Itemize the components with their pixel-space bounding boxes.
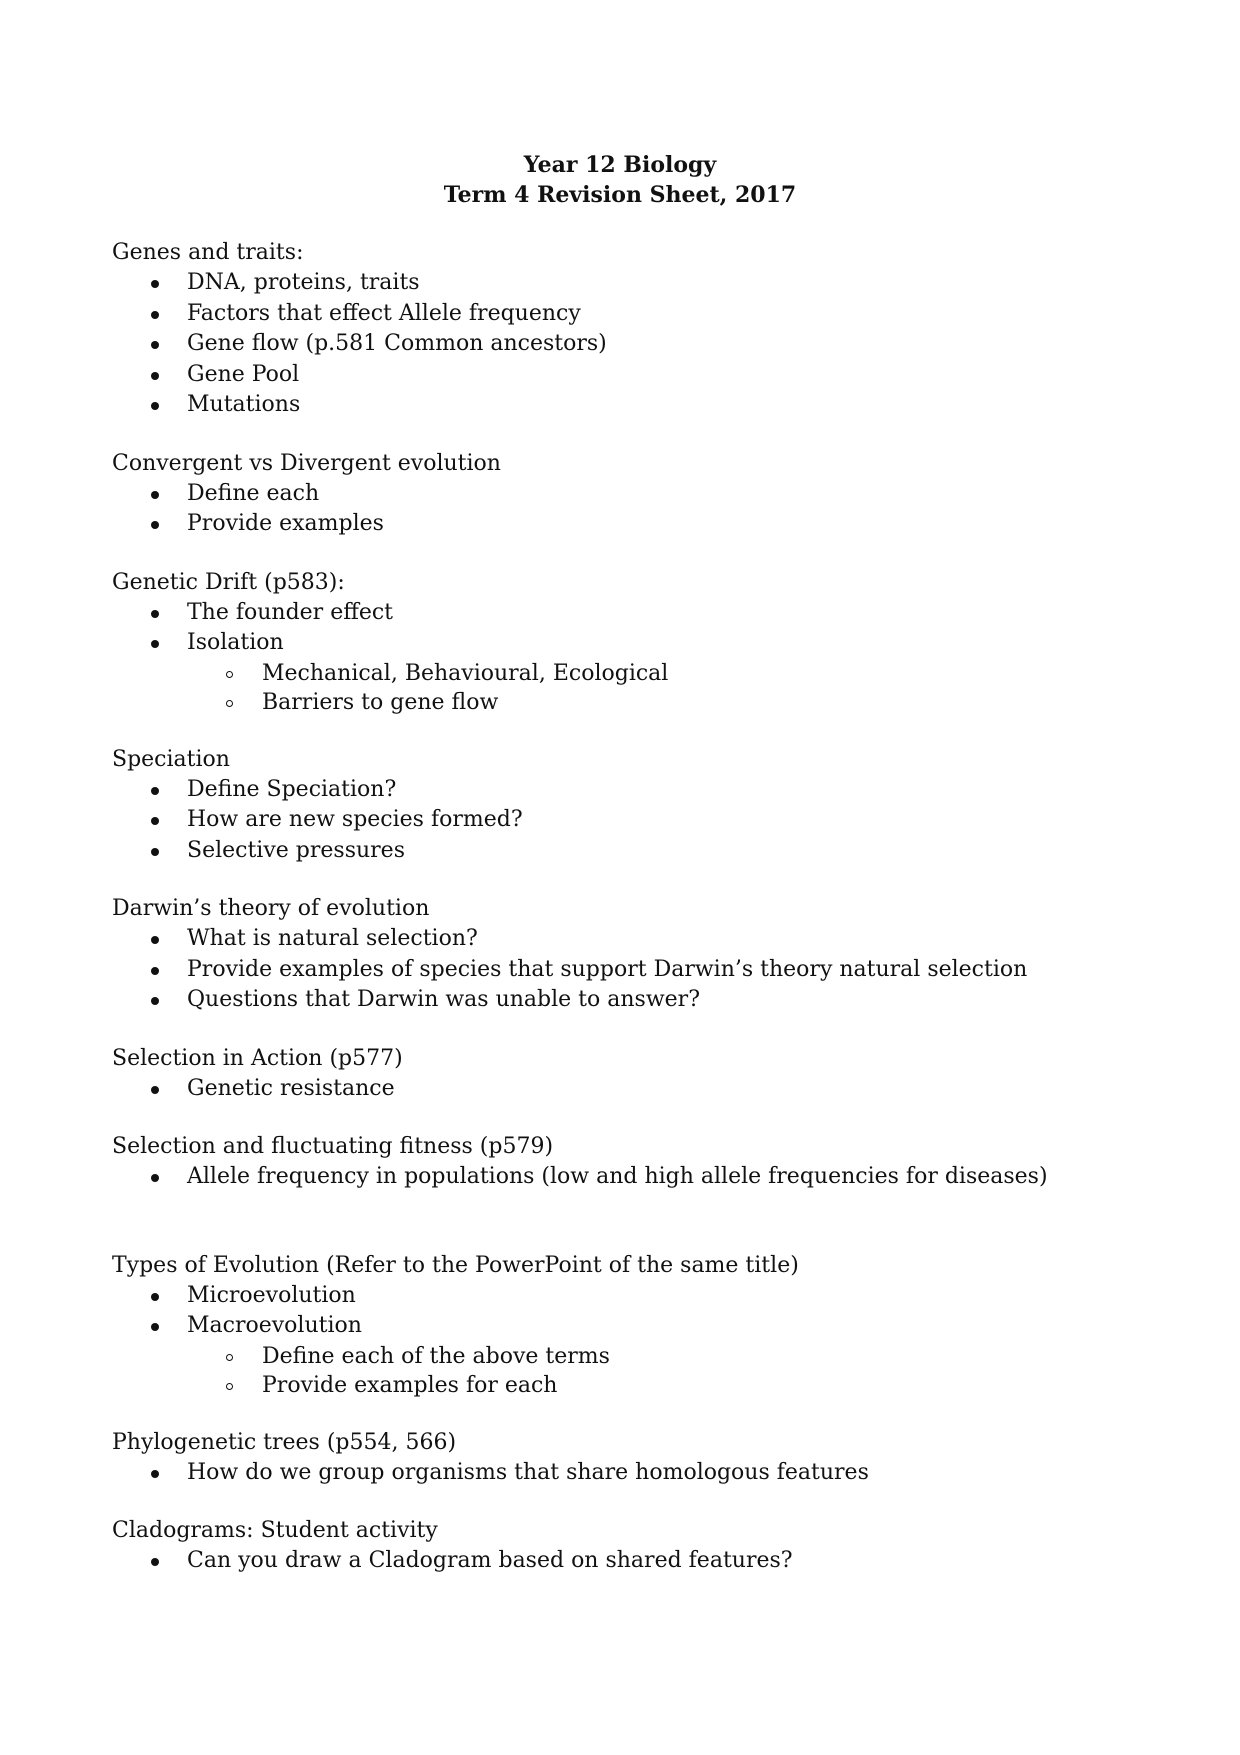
list-item (187, 1162, 1172, 1193)
bullet-icon (151, 1323, 159, 1331)
sub-list-item-text: Mechanical, Behavioural, Ecological (262, 660, 669, 686)
list-item-text: Selective pressures (187, 837, 405, 863)
list-item (187, 1074, 1172, 1105)
sub-list-item (262, 1371, 1172, 1400)
list-item (187, 628, 1172, 717)
section-heading: Speciation (112, 746, 230, 772)
bullet-list (112, 1546, 1172, 1577)
section-heading: Selection and fluctuating fitness (p579) (112, 1134, 554, 1159)
bullet-list (112, 924, 1172, 1016)
document-title: Year 12 Biology (523, 152, 717, 178)
section-heading: Genetic Drift (p583): (112, 569, 345, 595)
circle-bullet-icon (226, 1383, 233, 1390)
list-item-text: Can you draw a Cladogram based on shared features? (187, 1548, 793, 1573)
sub-list-item-text: Provide examples for each (262, 1372, 558, 1398)
sub-list-item (262, 1342, 1172, 1371)
section-speciation (112, 745, 1172, 867)
list-item (187, 1281, 1172, 1312)
section-heading: Darwin’s theory of evolution (112, 896, 430, 921)
list-item-text: Questions that Darwin was unable to answer? (187, 987, 700, 1012)
bullet-icon (151, 848, 159, 856)
bullet-list (112, 268, 1172, 421)
bullet-list (112, 1458, 1172, 1489)
bullet-icon (151, 1174, 159, 1182)
bullet-icon (151, 640, 159, 648)
bullet-icon (151, 936, 159, 944)
section-types-of-evolution (112, 1251, 1172, 1400)
bullet-icon (151, 967, 159, 975)
bullet-icon (151, 1293, 159, 1301)
section-heading: Selection in Action (p577) (112, 1045, 403, 1071)
list-item (187, 805, 1172, 836)
list-item (187, 360, 1172, 391)
bullet-icon (151, 1470, 159, 1478)
section-cladograms (112, 1516, 1172, 1577)
bullet-icon (151, 1558, 159, 1566)
list-item (187, 1458, 1172, 1489)
section-heading: Types of Evolution (Refer to the PowerPoint of the same title) (112, 1252, 799, 1278)
list-item-text: DNA, proteins, traits (187, 270, 420, 295)
section-convergent-divergent (112, 449, 1172, 540)
circle-bullet-icon (226, 700, 233, 707)
bullet-list (112, 1074, 1172, 1105)
bullet-icon (151, 1086, 159, 1094)
section-selection-in-action (112, 1044, 1172, 1105)
sub-list (187, 1342, 1172, 1400)
list-item-text: Gene flow (p.581 Common ancestors) (187, 331, 607, 356)
document-subtitle: Term 4 Revision Sheet, 2017 (443, 182, 797, 208)
section-genetic-drift (112, 568, 1172, 717)
list-item-text: Mutations (187, 392, 301, 417)
list-item-text: What is natural selection? (187, 926, 478, 951)
title-block (0, 150, 1240, 210)
list-item-text: Define Speciation? (187, 776, 397, 802)
list-item (187, 329, 1172, 360)
bullet-icon (151, 491, 159, 499)
list-item-text: Microevolution (187, 1282, 356, 1308)
bullet-list (112, 479, 1172, 540)
section-heading: Phylogenetic trees (p554, 566) (112, 1429, 457, 1455)
list-item-text: Provide examples (187, 511, 384, 536)
bullet-icon (151, 610, 159, 618)
section-fluctuating-fitness (112, 1132, 1172, 1193)
list-item (187, 598, 1172, 629)
list-item (187, 775, 1172, 806)
bullet-list (112, 598, 1172, 717)
list-item (187, 955, 1172, 986)
circle-bullet-icon (226, 1354, 233, 1361)
list-item-text: Gene Pool (187, 361, 300, 387)
list-item-text: Macroevolution (187, 1313, 362, 1338)
list-item (187, 479, 1172, 510)
sub-list-item-text: Define each of the above terms (262, 1343, 610, 1369)
sub-list-item (262, 659, 1172, 688)
list-item (187, 509, 1172, 540)
list-item-text: Genetic resistance (187, 1075, 395, 1101)
bullet-icon (151, 997, 159, 1005)
sub-list-item (262, 688, 1172, 717)
section-phylogenetic-trees (112, 1428, 1172, 1489)
list-item (187, 299, 1172, 330)
bullet-icon (151, 280, 159, 288)
section-heading: Genes and traits: (112, 240, 304, 265)
section-heading: Convergent vs Divergent evolution (112, 450, 501, 476)
section-heading: Cladograms: Student activity (112, 1518, 438, 1543)
list-item (187, 836, 1172, 867)
list-item (187, 1311, 1172, 1400)
sub-list-item-text: Barriers to gene flow (262, 689, 499, 715)
list-item-text: The founder effect (187, 599, 394, 625)
bullet-icon (151, 521, 159, 529)
bullet-icon (151, 341, 159, 349)
list-item (187, 924, 1172, 955)
list-item-text: Provide examples of species that support Darwin’s theory natural selection (187, 956, 1028, 982)
list-item-text: How are new species formed? (187, 807, 523, 832)
bullet-icon (151, 402, 159, 410)
list-item-text: How do we group organisms that share homologous features (187, 1459, 869, 1485)
list-item (187, 985, 1172, 1016)
bullet-icon (151, 787, 159, 795)
list-item (187, 1546, 1172, 1577)
section-genes-and-traits (112, 238, 1172, 421)
bullet-list (112, 1281, 1172, 1400)
list-item (187, 268, 1172, 299)
list-item-text: Allele frequency in populations (low and high allele frequencies for diseases) (187, 1164, 1048, 1189)
section-darwins-theory (112, 894, 1172, 1016)
list-item-text: Define each (187, 480, 320, 506)
sub-list (187, 659, 1172, 717)
list-item-text: Factors that effect Allele frequency (187, 300, 581, 326)
bullet-list (112, 1162, 1172, 1193)
bullet-icon (151, 372, 159, 380)
list-item (187, 390, 1172, 421)
bullet-icon (151, 817, 159, 825)
revision-content (112, 238, 1172, 1605)
circle-bullet-icon (226, 671, 233, 678)
bullet-icon (151, 311, 159, 319)
list-item-text: Isolation (187, 630, 284, 655)
bullet-list (112, 775, 1172, 867)
